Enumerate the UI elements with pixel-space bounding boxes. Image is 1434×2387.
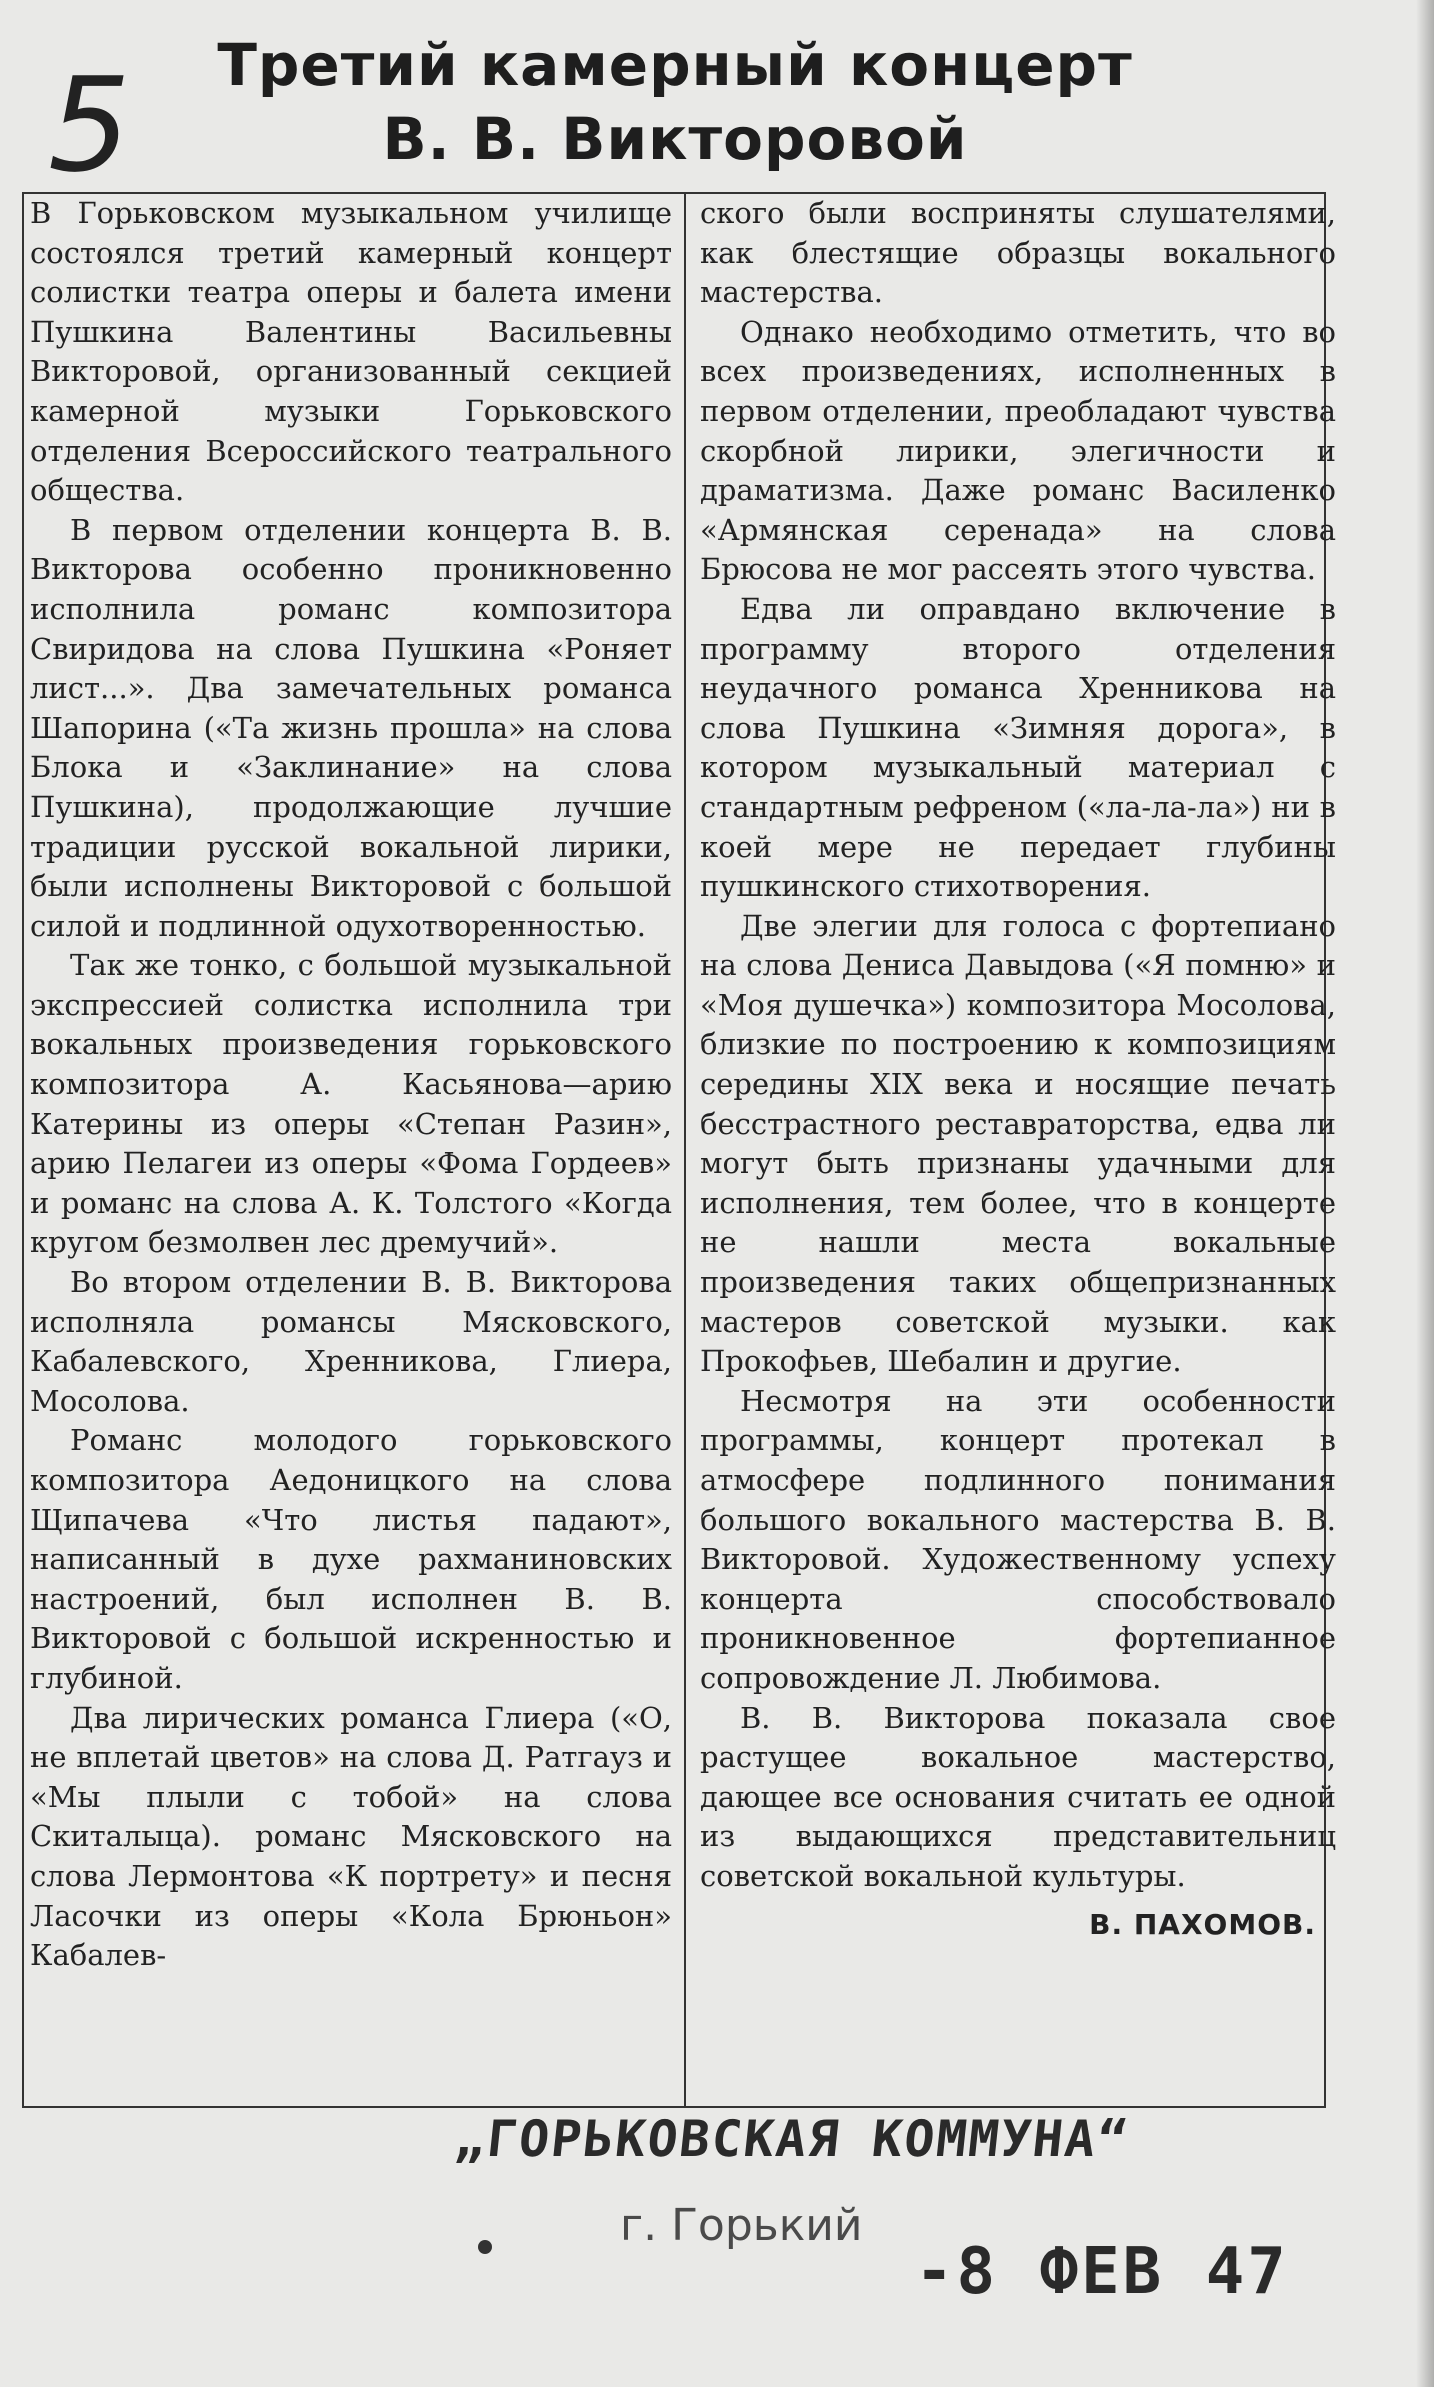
date-stamp: -8 ФЕВ 47 xyxy=(915,2235,1289,2309)
article-title-line-2: В. В. Викторовой xyxy=(382,105,968,173)
paragraph: Так же тонко, с большой музыкальной экспрессией солистка исполнила три вокальных произведения горьковского композитора А. Касьянова—арию Катерины из оперы «Степан Разин», арию Пелагеи из оперы «Фома Гордеев» и романс на слова А. К. Толстого «Когда кругом безмолвен лес дремучий». xyxy=(30,948,672,1260)
right-column xyxy=(700,194,1336,1944)
column-divider xyxy=(684,194,686,2106)
article-body xyxy=(22,192,1336,2108)
paragraph: Две элегии для голоса с фортепиано на слова Дениса Давыдова («Я помню» и «Моя душечка») композитора Мосолова, близкие по построению к композициям середины XIX века и носящие печать бесстрастного реставраторства, едва ли могут быть признаны удачными для исполнения, тем более, что в концерте не нашли места вокальные произведения таких общепризнанных мастеров советской музыки. как Прокофьев, Шебалин и другие. xyxy=(700,908,1336,1379)
paragraph: ского были восприняты слушателями, как блестящие образцы вокального мастерства. xyxy=(700,196,1336,310)
paragraph: В Горьковском музыкальном училище состоялся третий камерный концерт солистки театра оперы и балета имени Пушкина Валентины Васильевны Викторовой, организованный секцией камерной музыки Горьковского отделения Всероссийского театрального общества. xyxy=(30,196,672,508)
city-stamp: г. Горький xyxy=(620,2200,863,2251)
stamp-dot xyxy=(478,2240,492,2254)
newspaper-source-stamp: „ГОРЬКОВСКАЯ КОММУНА“ xyxy=(451,2110,1133,2168)
paragraph: Едва ли оправдано включение в программу второго отделения неудачного романса Хренникова на слова Пушкина «Зимняя дорога», в котором музыкальный материал с стандартным рефреном («ла-ла-ла») ни в коей мере не передает глубины пушкинского стихотворения. xyxy=(700,591,1336,904)
paragraph: Романс молодого горьковского композитора Аедоницкого на слова Щипачева «Что листья падают», написанный в духе рахманиновских настроений, был исполнен В. В. Викторовой с большой искренностью и глубиной. xyxy=(30,1423,672,1695)
page-edge-shadow xyxy=(1416,0,1434,2387)
paragraph: В. В. Викторова показала свое растущее вокальное мастерство, дающее все основания считать ее одной из выдающихся представительниц советской вокальной культуры. xyxy=(700,1700,1336,1893)
article-title-line-1: Третий камерный концерт xyxy=(217,31,1133,99)
paragraph: Во втором отделении В. В. Викторова исполняла романсы Мясковского, Кабалевского, Хренникова, Глиера, Мосолова. xyxy=(30,1265,672,1418)
paragraph: Два лирических романса Глиера («О, не вплетай цветов» на слова Д. Ратгауз и «Мы плыли с тобой» на слова Скиталыца). романс Мясковского на слова Лермонтова «К портрету» и песня Ласочки из оперы «Кола Брюньон» Кабалев- xyxy=(30,1700,672,1973)
paragraph: Несмотря на эти особенности программы, концерт протекал в атмосфере подлинного понимания большого вокального мастерства В. В. Викторовой. Художественному успеху концерта способствовало проникновенное фортепианное сопровождение Л. Любимова. xyxy=(700,1383,1336,1695)
paragraph: В первом отделении концерта В. В. Викторова особенно проникновенно исполнила романс композитора Свиридова на слова Пушкина «Роняет лист...». Два замечательных романса Шапорина («Та жизнь прошла» на слова Блока и «Заклинание» на слова Пушкина), продолжающие лучшие традиции русской вокальной лирики, были исполнены Викторовой с большой силой и подлинной одухотворенностью. xyxy=(30,512,672,943)
paragraph: Однако необходимо отметить, что во всех произведениях, исполненных в первом отделении, преобладают чувства скорбной лирики, элегичности и драматизма. Даже романс Василенко «Армянская серенада» на слова Брюсова не мог рассеять этого чувства. xyxy=(700,314,1336,587)
handwritten-page-number: 5 xyxy=(48,49,131,201)
author-signature: В. ПАХОМОВ. xyxy=(1089,1907,1316,1941)
left-column xyxy=(30,194,672,1976)
article-title xyxy=(150,28,1200,176)
